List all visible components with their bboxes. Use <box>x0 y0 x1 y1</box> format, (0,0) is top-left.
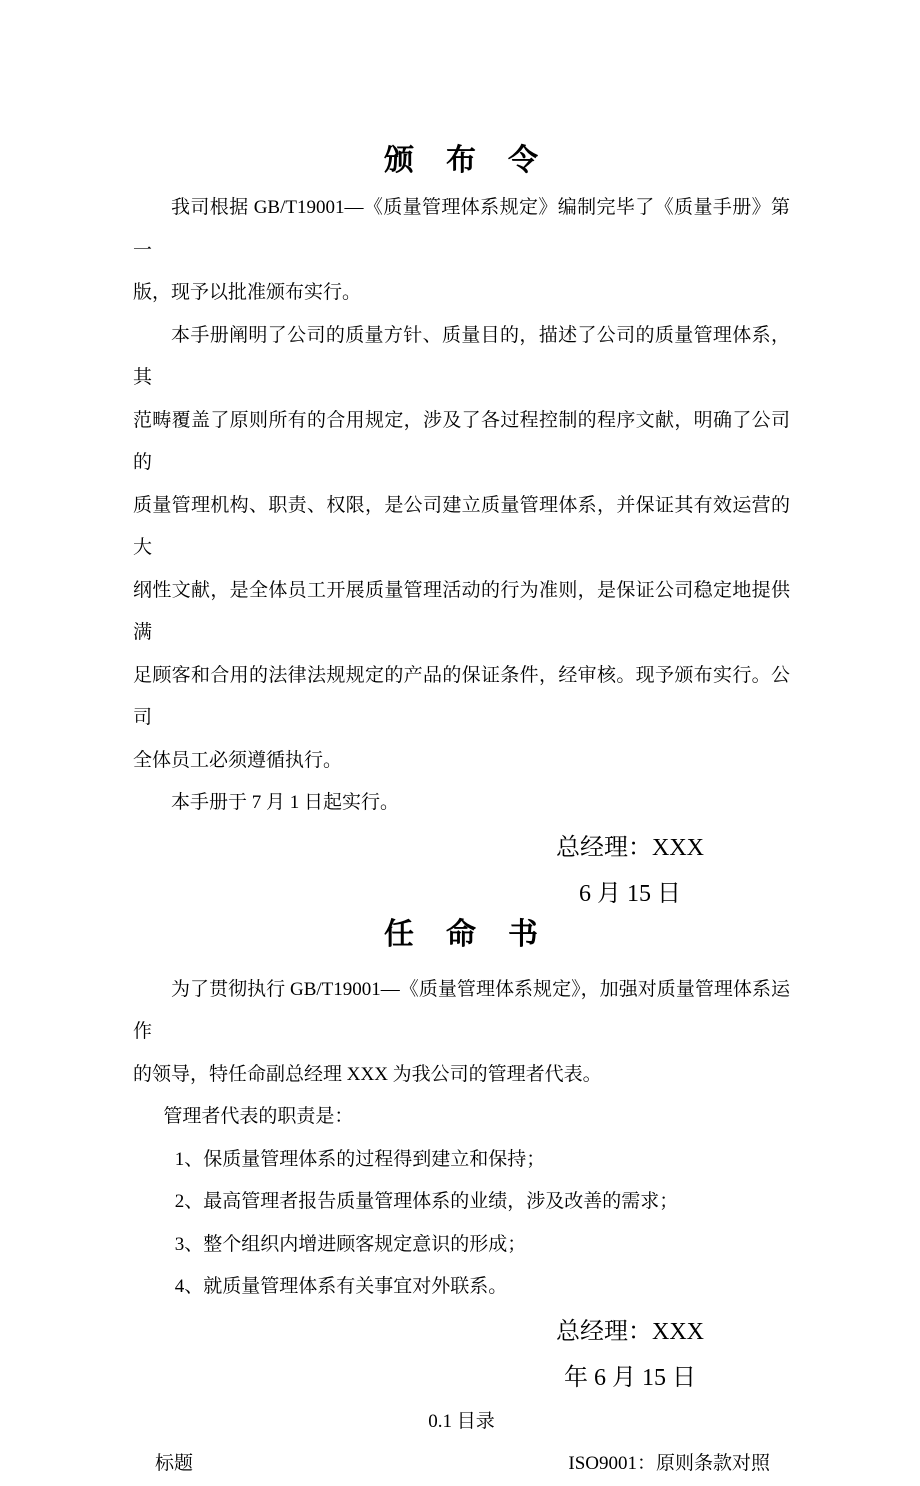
promulgation-paragraph-1 <box>133 187 790 315</box>
duty-item: 1、保质量管理体系的过程得到建立和保持； <box>174 1148 546 1170</box>
text-line: 纲性文献，是全体员工开展质量管理活动的行为准则，是保证公司稳定地提供满 <box>133 579 790 643</box>
promulgation-signature-block <box>460 825 800 917</box>
duty-item: 2、最高管理者报告质量管理体系的业绩，涉及改善的需求； <box>174 1191 679 1212</box>
text-line: 质量管理机构、职责、权限，是公司建立质量管理体系，并保证其有效运营的大 <box>133 494 790 558</box>
toc-heading: 0.1 目录 <box>428 1410 495 1432</box>
appointment-signature-block <box>460 1309 800 1401</box>
text-line: 范畴覆盖了原则所有的合用规定，涉及了各过程控制的程序文献，明确了公司的 <box>133 409 790 473</box>
text-line: 版，现予以批准颁布实行。 <box>133 282 362 303</box>
toc-header-row <box>133 1443 790 1486</box>
text-line: 本手册阐明了公司的质量方针、质量目的，描述了公司的质量管理体系，其 <box>133 324 790 388</box>
duty-item: 4、就质量管理体系有关事宜对外联系。 <box>174 1276 508 1297</box>
effective-date-line: 本手册于 7 月 1 日起实行。 <box>171 792 400 813</box>
toc-title-column-label: 标题 <box>155 1453 194 1474</box>
appointment-intro-paragraph <box>133 969 790 1097</box>
signer-name: 总经理：XXX <box>556 1318 704 1345</box>
duty-item: 3、整个组织内增进顾客规定意识的形成； <box>174 1233 527 1255</box>
sign-date: 年 6 月 15 日 <box>564 1364 696 1391</box>
appointment-title: 任 命 书 <box>384 917 539 951</box>
duties-heading: 管理者代表的职责是： <box>163 1106 354 1127</box>
toc-iso-clause-column-label: ISO9001：原则条款对照 <box>568 1453 770 1474</box>
promulgation-paragraph-3 <box>133 782 790 825</box>
sign-date: 6 月 15 日 <box>579 880 681 907</box>
signer-name: 总经理：XXX <box>556 834 704 861</box>
promulgation-paragraph-2 <box>133 315 790 783</box>
text-line: 足顾客和合用的法律法规规定的产品的保证条件，经审核。现予颁布实行。公司 <box>133 664 790 728</box>
text-line: 的领导，特任命副总经理 XXX 为我公司的管理者代表。 <box>133 1063 602 1085</box>
duties-list <box>133 1139 790 1309</box>
promulgation-title: 颁 布 令 <box>384 144 539 177</box>
text-line: 我司根据 GB/T19001—《质量管理体系规定》编制完毕了《质量手册》第一 <box>133 197 790 261</box>
text-line: 为了贯彻执行 GB/T19001—《质量管理体系规定》，加强对质量管理体系运作 <box>133 978 790 1042</box>
text-line: 全体员工必须遵循执行。 <box>133 749 343 771</box>
